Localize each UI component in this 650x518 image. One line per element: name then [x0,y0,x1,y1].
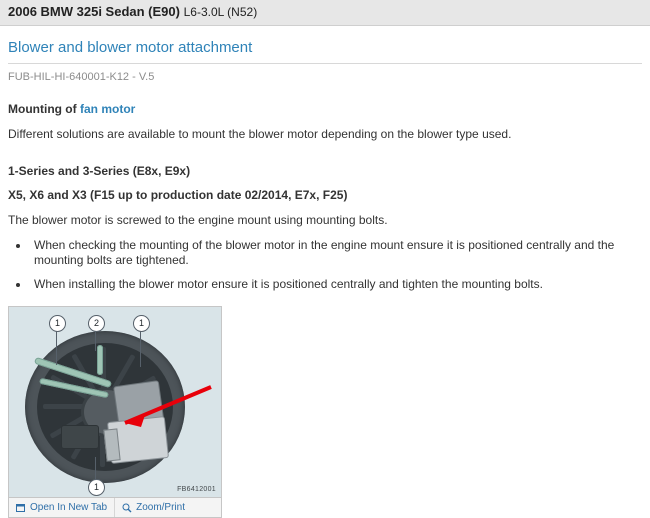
callout-leader [95,329,96,351]
housing-tab [61,425,99,449]
callout-leader [140,329,141,367]
body-paragraph: The blower motor is screwed to the engine mount using mounting bolts. [8,213,388,227]
magnifier-icon [122,503,132,513]
open-in-new-tab-button[interactable] [9,498,114,517]
figure-panel [8,306,222,518]
intro-paragraph: Different solutions are available to mount the blower motor depending on the blower type used. [8,127,512,141]
callout-marker: 1 [88,479,105,496]
section-heading [8,102,642,116]
applicability-heading-2: X5, X6 and X3 (F15 up to production date 02/2014, E7x, F25) [8,188,348,202]
open-in-new-tab-label: Open In New Tab [30,502,108,513]
figure-code: FB6412001 [177,486,216,493]
external-window-icon [16,503,26,513]
callout-marker: 1 [133,315,150,332]
coolant-pipe-vertical [97,345,103,375]
zoom-print-label: Zoom/Print [136,502,185,513]
callout-marker: 2 [88,315,105,332]
vehicle-engine: L6-3.0L (N52) [183,5,258,19]
document-content [0,39,650,518]
figure-toolbar [9,497,221,517]
page-title: Blower and blower motor attachment [8,39,642,64]
callout-leader [56,329,57,365]
applicability-heading-1: 1-Series and 3-Series (E8x, E9x) [8,164,191,178]
zoom-print-button[interactable] [115,498,192,517]
callout-leader [95,457,96,481]
fan-motor-link[interactable]: fan motor [79,102,136,116]
list-item: • When checking the mounting of the blower motor in the engine mount ensure it is positioned centrally and the mounting bolts are tightened. [30,238,642,268]
instruction-list [8,238,642,292]
list-item: • When installing the blower motor ensure it is positioned centrally and tighten the mounting bolts. [30,277,642,292]
callout-marker: 1 [49,315,66,332]
vehicle-name: 2006 BMW 325i Sedan (E90) [8,4,180,19]
document-id: FUB-HIL-HI-640001-K12 - V.5 [8,71,155,83]
blower-motor-illustration[interactable] [9,307,221,497]
vehicle-context-bar [0,0,650,26]
section-heading-prefix: Mounting of [8,102,80,116]
